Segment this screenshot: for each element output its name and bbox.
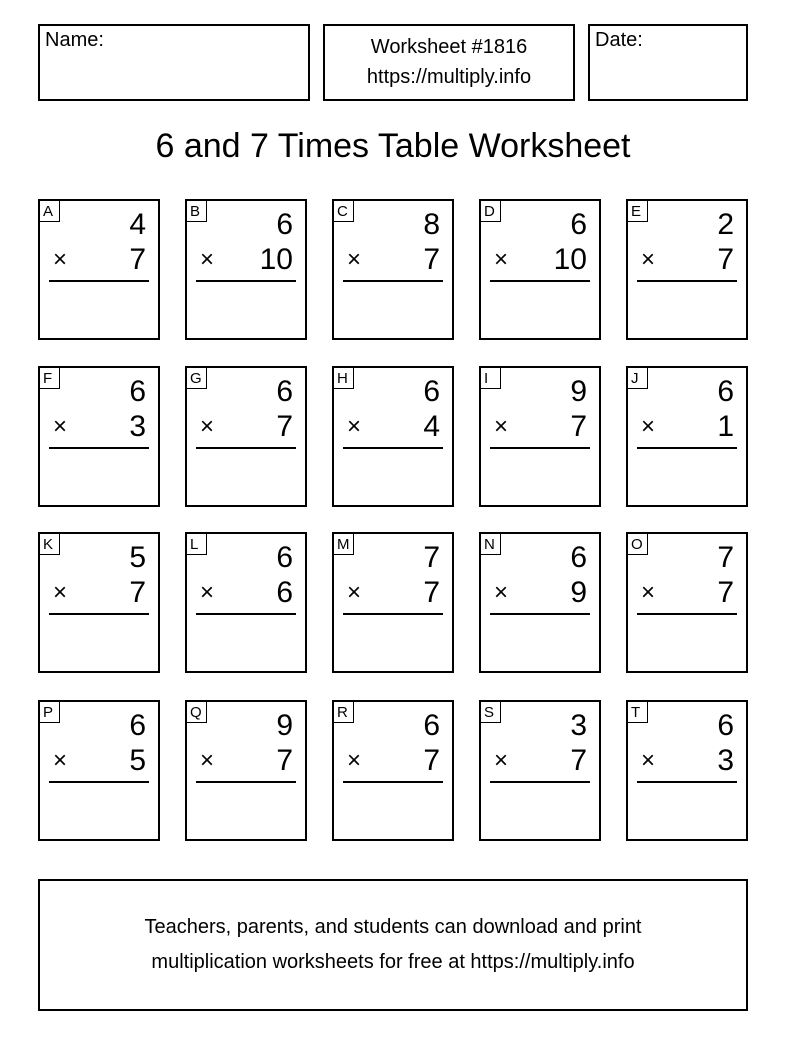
problem-letter: O [628,534,648,555]
problem-card [626,366,748,507]
answer-line [637,280,737,282]
multiply-sign: × [347,413,362,440]
problem-letter: K [40,534,60,555]
problem-card [626,700,748,841]
problem-letter: S [481,702,501,723]
problem-top-number: 5 [129,541,146,574]
answer-line [49,613,149,615]
answer-line [196,447,296,449]
problem-bottom-number: 6 [276,576,293,609]
multiply-sign: × [200,246,215,273]
problem-bottom-number: 5 [129,744,146,777]
problem-bottom-number: 10 [553,243,587,276]
problem-top-number: 2 [717,208,734,241]
multiply-sign: × [641,413,656,440]
problem-card [626,199,748,340]
problem-bottom-number: 3 [129,410,146,443]
problem-letter: D [481,201,501,222]
answer-line [196,280,296,282]
problem-top-number: 6 [717,375,734,408]
problem-top-number: 6 [717,709,734,742]
problem-letter: G [187,368,207,389]
problem-bottom-number: 7 [570,744,587,777]
problem-top-number: 6 [276,541,293,574]
problem-card [38,532,160,673]
problem-card [185,199,307,340]
problem-bottom-number: 7 [129,576,146,609]
page-title: 6 and 7 Times Table Worksheet [155,127,631,165]
problem-top-number: 6 [423,709,440,742]
multiply-sign: × [53,413,68,440]
problem-card [479,366,601,507]
problem-top-number: 9 [276,709,293,742]
problem-top-number: 6 [276,375,293,408]
problem-letter: P [40,702,60,723]
multiply-sign: × [200,579,215,606]
answer-line [49,781,149,783]
problem-letter: L [187,534,207,555]
answer-line [343,280,443,282]
problem-top-number: 3 [570,709,587,742]
multiply-sign: × [53,747,68,774]
answer-line [637,613,737,615]
date-field-box [588,24,748,101]
footer-line-1: Teachers, parents, and students can download and print [144,916,642,938]
problem-card [479,700,601,841]
problem-bottom-number: 1 [717,410,734,443]
problem-card [38,366,160,507]
name-field-box [38,24,310,101]
worksheet-url: https://multiply.info [366,66,532,88]
multiply-sign: × [494,246,509,273]
problem-letter: R [334,702,354,723]
answer-line [490,613,590,615]
problem-bottom-number: 4 [423,410,440,443]
problem-card [479,199,601,340]
multiply-sign: × [347,747,362,774]
problem-letter: B [187,201,207,222]
answer-line [343,781,443,783]
problem-card [185,700,307,841]
footer-line-2: multiplication worksheets for free at https://multiply.info [151,951,635,973]
problem-bottom-number: 9 [570,576,587,609]
answer-line [490,280,590,282]
multiply-sign: × [641,579,656,606]
problem-bottom-number: 7 [423,744,440,777]
date-label: Date: [595,29,643,51]
worksheet-info-box [323,24,575,101]
answer-line [637,781,737,783]
problem-bottom-number: 7 [423,576,440,609]
problem-top-number: 6 [276,208,293,241]
problem-letter: F [40,368,60,389]
multiply-sign: × [200,747,215,774]
problem-top-number: 6 [570,208,587,241]
problem-top-number: 7 [423,541,440,574]
answer-line [343,613,443,615]
problem-letter: H [334,368,354,389]
problem-card [185,366,307,507]
problem-letter: T [628,702,648,723]
problem-bottom-number: 7 [717,243,734,276]
problem-top-number: 6 [423,375,440,408]
problem-letter: Q [187,702,207,723]
problem-top-number: 9 [570,375,587,408]
problem-top-number: 6 [570,541,587,574]
problem-bottom-number: 3 [717,744,734,777]
problem-top-number: 8 [423,208,440,241]
answer-line [49,280,149,282]
multiply-sign: × [641,747,656,774]
multiply-sign: × [347,246,362,273]
problem-letter: E [628,201,648,222]
problem-card [38,700,160,841]
problem-letter: A [40,201,60,222]
footer-box [38,879,748,1011]
answer-line [196,613,296,615]
problem-bottom-number: 7 [276,744,293,777]
answer-line [196,781,296,783]
multiply-sign: × [494,747,509,774]
problem-bottom-number: 7 [423,243,440,276]
problem-card [38,199,160,340]
problem-card [332,700,454,841]
answer-line [49,447,149,449]
problem-letter: M [334,534,354,555]
answer-line [637,447,737,449]
multiply-sign: × [494,413,509,440]
problem-card [332,532,454,673]
multiply-sign: × [641,246,656,273]
answer-line [343,447,443,449]
problem-card [185,532,307,673]
problem-bottom-number: 7 [570,410,587,443]
problem-bottom-number: 10 [259,243,293,276]
problem-letter: C [334,201,354,222]
multiply-sign: × [494,579,509,606]
problem-letter: N [481,534,501,555]
problem-bottom-number: 7 [717,576,734,609]
problem-card [479,532,601,673]
multiply-sign: × [53,246,68,273]
problem-card [332,366,454,507]
problem-top-number: 6 [129,709,146,742]
problem-card [626,532,748,673]
answer-line [490,447,590,449]
problem-bottom-number: 7 [129,243,146,276]
problem-letter: I [481,368,501,389]
problem-card [332,199,454,340]
problem-top-number: 7 [717,541,734,574]
problem-top-number: 4 [129,208,146,241]
answer-line [490,781,590,783]
name-label: Name: [45,29,104,51]
worksheet-number: Worksheet #1816 [370,36,528,58]
multiply-sign: × [53,579,68,606]
multiply-sign: × [200,413,215,440]
problem-bottom-number: 7 [276,410,293,443]
problem-letter: J [628,368,648,389]
multiply-sign: × [347,579,362,606]
problem-top-number: 6 [129,375,146,408]
